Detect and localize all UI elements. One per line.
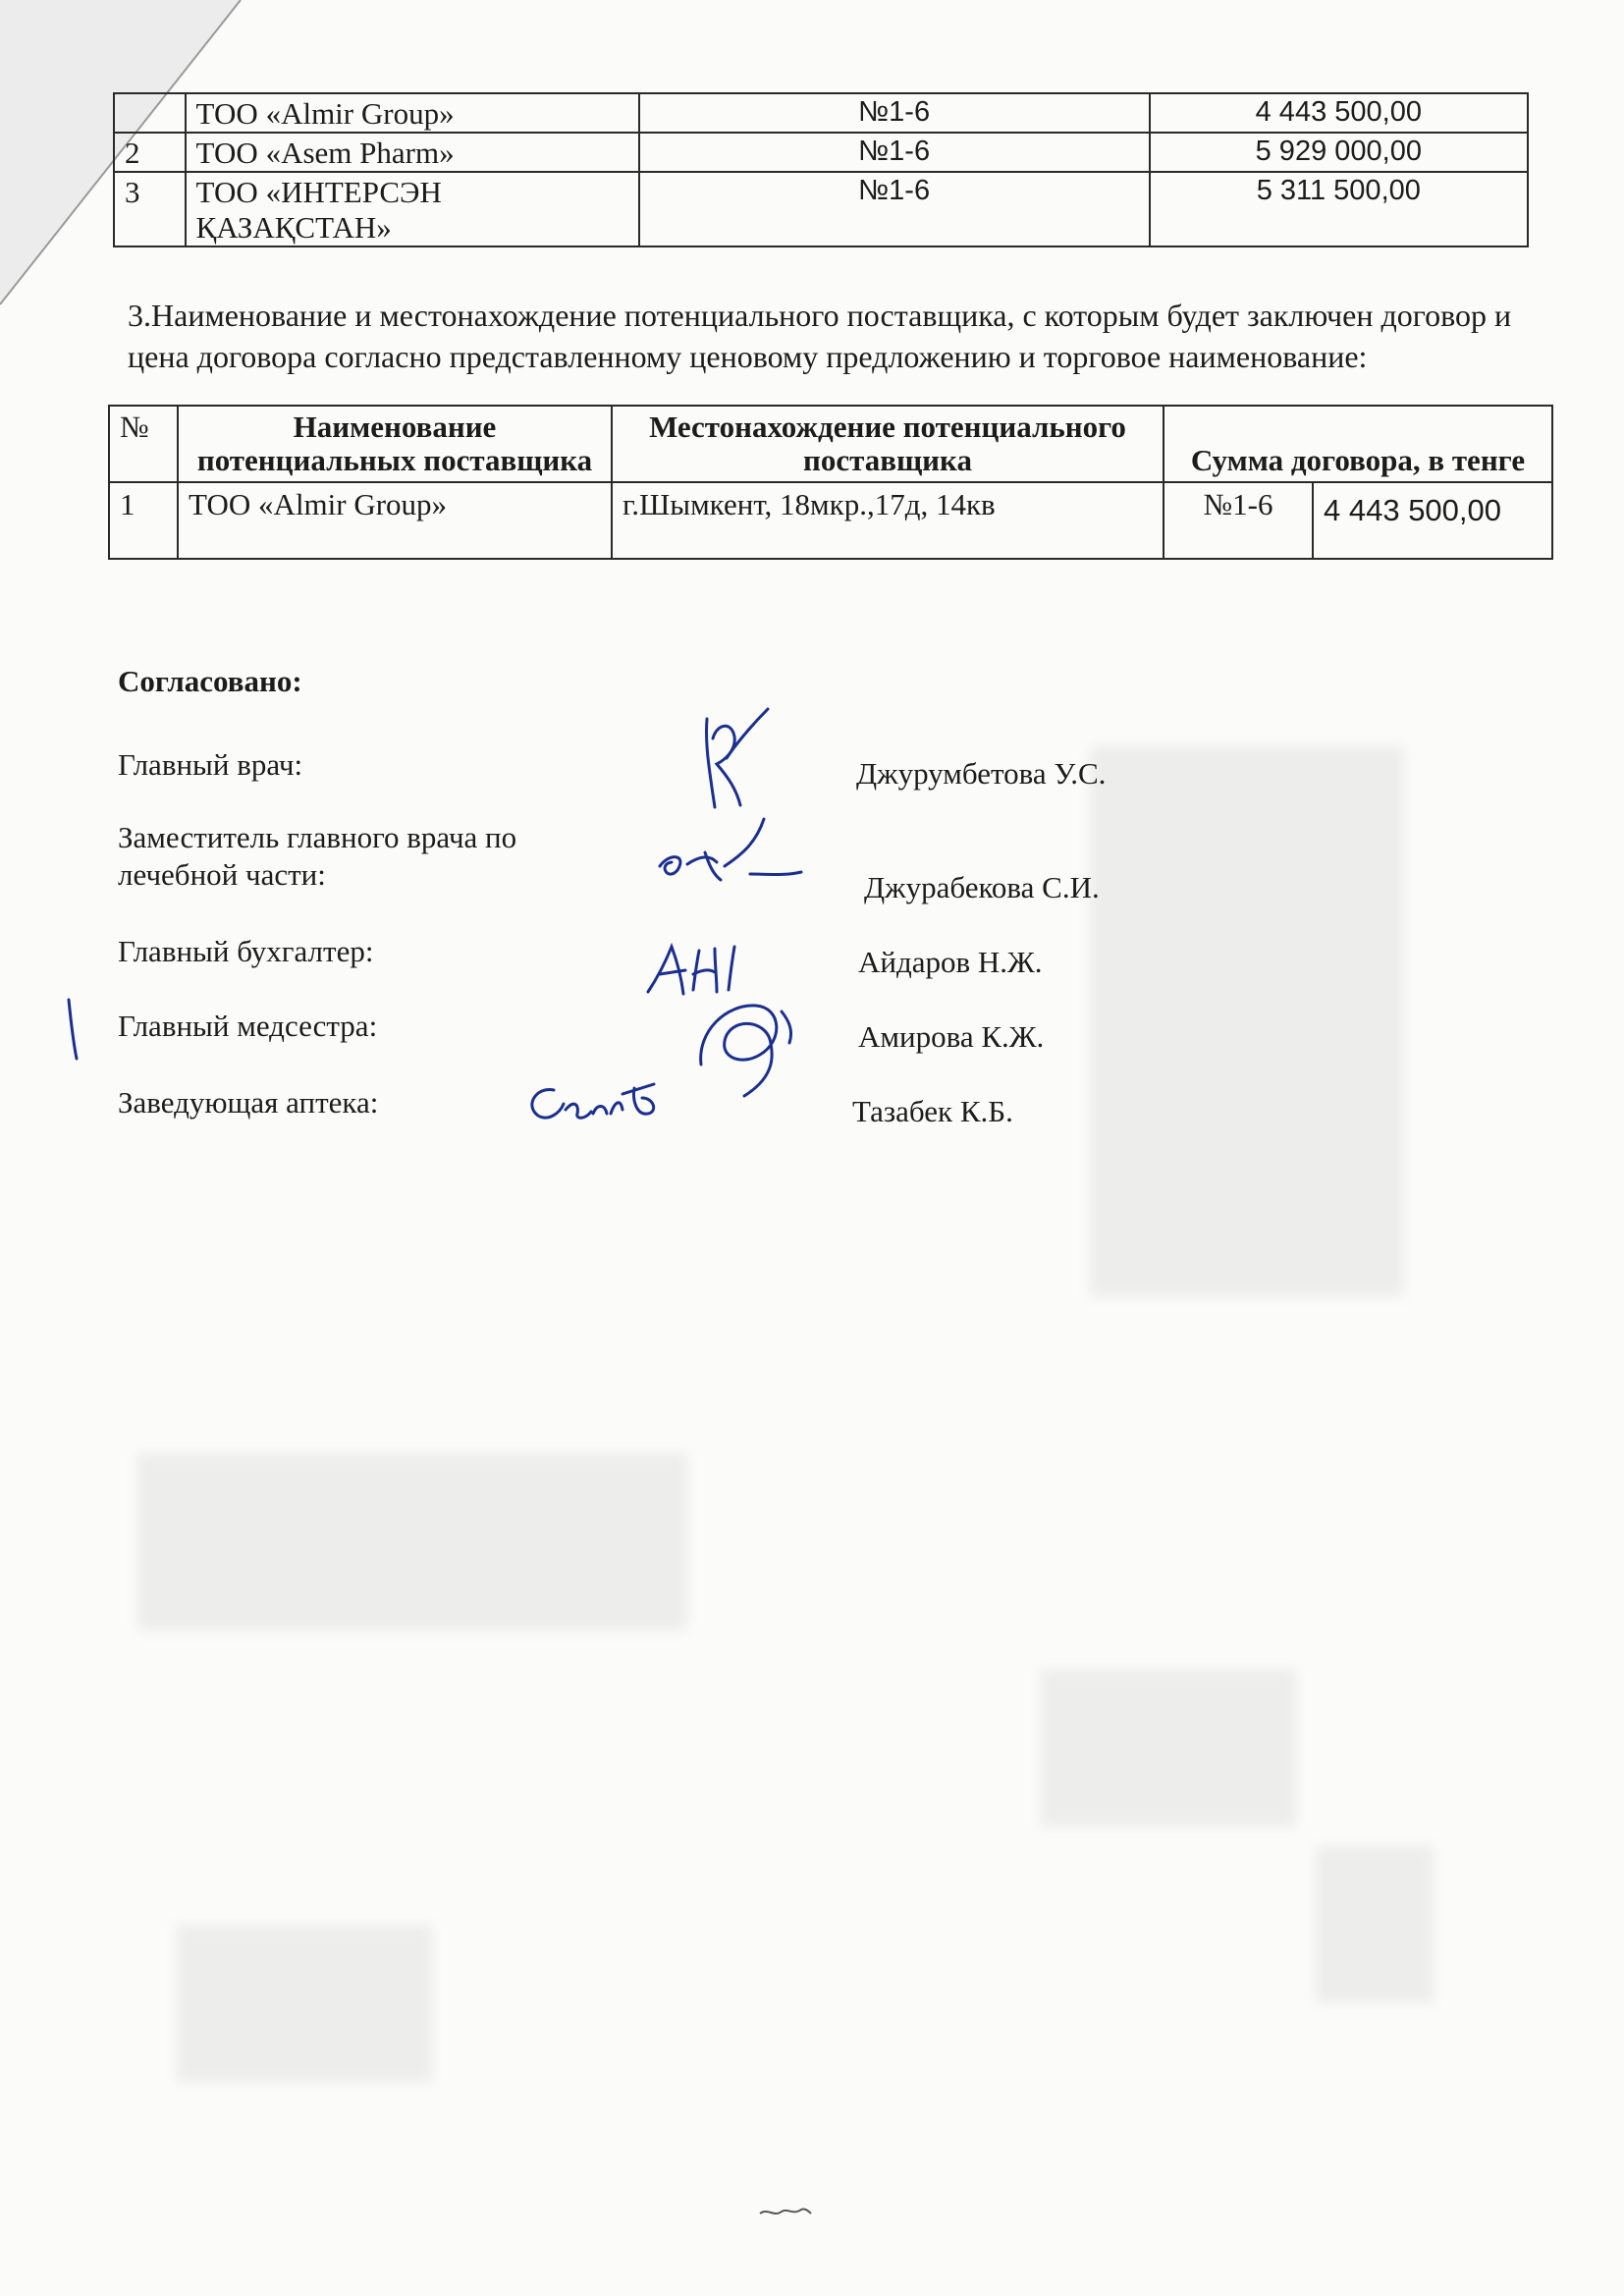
- supplier-name: ТОО «ИНТЕРСЭН ҚАЗАҚСТАН»: [186, 172, 639, 246]
- table-row: [114, 133, 1528, 172]
- section-3-text: 3.Наименование и местонахождение потенциального поставщика, с которым будет заключен договор и цена договора согласно представленному ценовому предложению и торговое наименование:: [128, 298, 1512, 374]
- scan-noise: [1090, 746, 1404, 1296]
- signature-head-nurse: [687, 982, 815, 1110]
- table-row: [109, 482, 1552, 559]
- signatory-name: Джурабекова С.И.: [864, 870, 1100, 904]
- bids-table: [113, 92, 1529, 247]
- header-sum: Сумма договора, в тенге: [1164, 406, 1552, 482]
- margin-pen-mark: [61, 996, 84, 1065]
- row-number: 2: [114, 133, 186, 172]
- scan-noise: [137, 1453, 687, 1630]
- scan-noise: [1041, 1669, 1296, 1827]
- signatory-name: Джурумбетова У.С.: [856, 756, 1107, 791]
- table-header-row: [109, 406, 1552, 482]
- header-number: №: [109, 406, 178, 482]
- table-row: [114, 172, 1528, 246]
- bid-sum: 5 311 500,00: [1150, 172, 1528, 246]
- scan-noise: [1316, 1846, 1434, 2003]
- signature-chief-doctor: [677, 699, 785, 817]
- supplier-name: ТОО «Almir Group»: [178, 482, 612, 559]
- supplier-name: ТОО «Almir Group»: [186, 93, 639, 133]
- contract-sum: 4 443 500,00: [1313, 482, 1552, 559]
- scan-noise: [177, 1925, 432, 2082]
- lot-number: №1-6: [639, 133, 1150, 172]
- signatory-title: Главный медсестра:: [118, 1009, 378, 1043]
- signatory-title: Главный врач:: [118, 747, 303, 782]
- signature-pharmacy-head: [516, 1070, 664, 1129]
- signatory-name: Тазабек К.Б.: [852, 1094, 1013, 1128]
- signatory-name: Айдаров Н.Ж.: [858, 945, 1043, 979]
- signatory-title: Заместитель главного врача по лечебной части:: [118, 820, 517, 892]
- table-row: [114, 93, 1528, 133]
- lot-number: №1-6: [639, 93, 1150, 133]
- bid-sum: 4 443 500,00: [1150, 93, 1528, 133]
- bid-sum: 5 929 000,00: [1150, 133, 1528, 172]
- signature-deputy: [648, 805, 805, 894]
- row-number: 3: [114, 172, 186, 246]
- header-name: Наименование потенциальных поставщика: [178, 406, 612, 482]
- page-mark: [756, 2200, 815, 2223]
- signatory-name: Амирова К.Ж.: [858, 1019, 1045, 1054]
- supplier-name: ТОО «Asem Pharm»: [186, 133, 639, 172]
- row-number: [114, 93, 186, 133]
- row-number: 1: [109, 482, 178, 559]
- signatory-title: Заведующая аптека:: [118, 1085, 379, 1120]
- lot-number: №1-6: [639, 172, 1150, 246]
- supplier-location: г.Шымкент, 18мкр.,17д, 14кв: [612, 482, 1164, 559]
- header-location: Местонахождение потенциального поставщика: [612, 406, 1164, 482]
- winner-table: [108, 405, 1553, 560]
- lot-number: №1-6: [1164, 482, 1313, 559]
- signatory-title: Главный бухгалтер:: [118, 934, 374, 968]
- approval-heading: Согласовано:: [118, 664, 302, 698]
